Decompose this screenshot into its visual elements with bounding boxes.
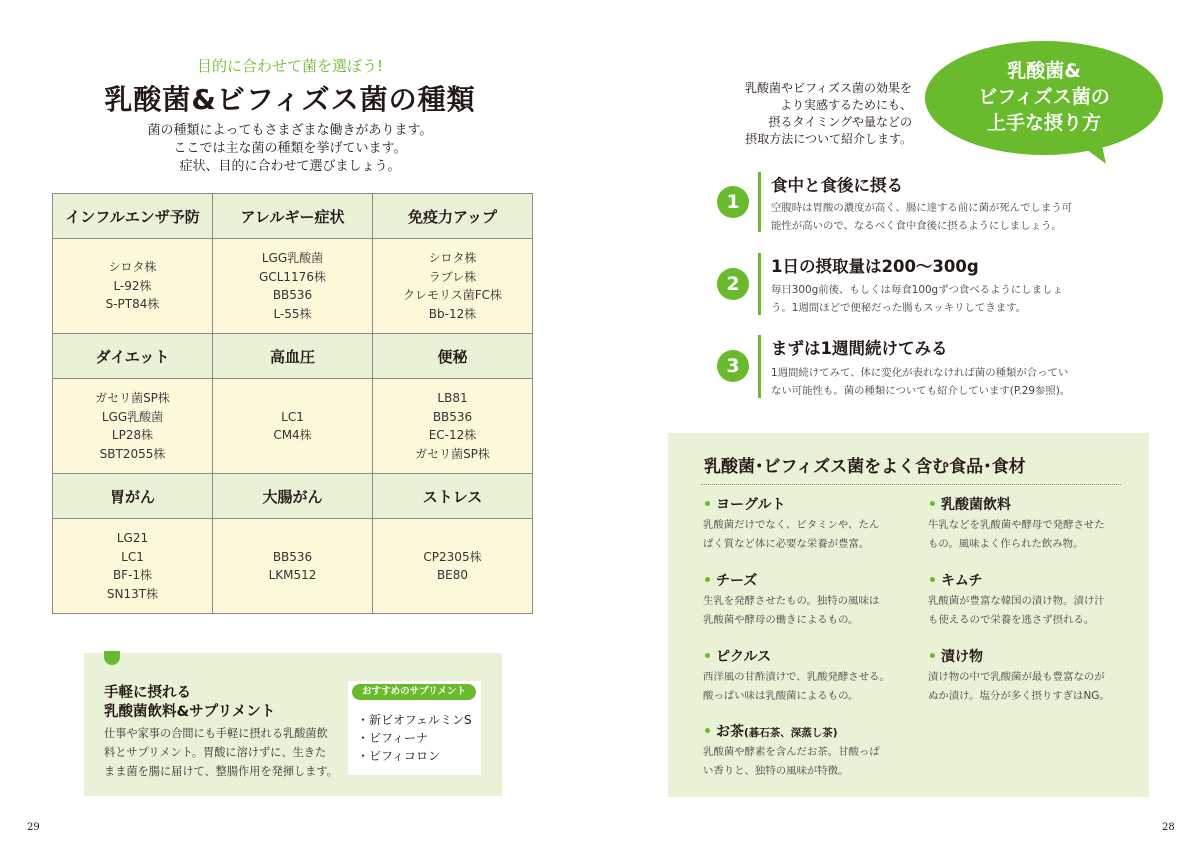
bullet-icon: • (703, 649, 712, 665)
step-text-line: 空腹時は胃酸の濃度が高く、腸に達する前に菌が死んでしまう可 (771, 202, 1073, 214)
strain-name: CP2305株 (423, 549, 482, 564)
step-text-line: 能性が高いので、なるべく食中食後に摂るようにしましょう。 (771, 220, 1062, 232)
page-number: 28 (1162, 822, 1175, 833)
step-number-badge: 3 (717, 350, 749, 382)
step-title: まずは1週間続けてみる (771, 339, 948, 358)
bubble-line: ビフィズス菌の (978, 86, 1110, 108)
food-label: お茶 (715, 724, 744, 740)
food-desc (928, 592, 1105, 630)
food-desc-line: ぬか漬け。塩分が多く摂りすぎはNG。 (928, 690, 1110, 702)
step-number-badge: 1 (717, 186, 749, 218)
intro-line: 乳酸菌やビフィズス菌の効果を (744, 81, 912, 95)
step-divider (758, 335, 761, 398)
table-cell (213, 519, 373, 614)
table-cell (53, 519, 213, 614)
supplement-text (104, 724, 340, 781)
supplement-text-line: 料とサプリメント。胃酸に溶けずに、生きた (104, 746, 327, 759)
strain-name: LG21 (116, 531, 149, 545)
table-cell (373, 519, 533, 614)
food-desc-line: 酸っぱい味は乳酸菌によるもの。 (703, 690, 859, 702)
intro-line: 菌の種類によってもさまざまな働きがあります。 (147, 123, 433, 138)
intro-text (80, 122, 500, 176)
food-desc-line: 漬け物の中で乳酸菌が最も豊富なのが (928, 671, 1105, 683)
table-header: 胃がん (53, 474, 213, 519)
strain-name: SBT2055株 (99, 446, 166, 461)
food-name (928, 494, 1011, 514)
table-cell (53, 379, 213, 474)
food-desc-line: 生乳を発酵させたもの。独特の風味は (703, 595, 880, 607)
bullet-icon: • (928, 649, 937, 665)
food-desc-line: 乳酸菌や酵母の働きによるもの。 (703, 614, 859, 626)
food-desc (928, 668, 1110, 706)
strain-name: BE80 (436, 568, 469, 582)
supplement-title (104, 684, 275, 722)
step-text (771, 364, 1070, 400)
food-label: 漬け物 (940, 649, 983, 665)
step-text (771, 281, 1063, 317)
strain-name: LGG乳酸菌 (261, 251, 324, 265)
strain-name: Bb-12株 (428, 306, 477, 321)
step-text-line: 毎日300g前後、もしくは毎食100gずつ食べるようにしましょ (771, 284, 1063, 296)
table-cell (213, 379, 373, 474)
strain-name: CM4株 (273, 428, 312, 442)
bullet-icon: • (928, 497, 937, 513)
strain-name: BB536 (272, 549, 313, 564)
strain-name: シロタ株 (428, 251, 477, 265)
intro-text (680, 80, 912, 148)
food-label: キムチ (940, 573, 983, 589)
page-number: 29 (27, 822, 40, 833)
table-header: ダイエット (53, 334, 213, 379)
table-header: 免疫力アップ (373, 194, 533, 239)
food-note: (碁石茶、深蒸し茶) (743, 727, 838, 739)
step-number-badge: 2 (717, 268, 749, 300)
page-title: 乳酸菌&ビフィズス菌の種類 (104, 83, 476, 116)
food-desc-line: い香りと、独特の風味が特徴。 (703, 765, 849, 777)
step-divider (758, 253, 761, 315)
table-header-row (53, 334, 533, 379)
step-text-line: ない可能性も。菌の種類についても紹介しています(P.29参照)。 (771, 385, 1071, 397)
food-desc-line: 乳酸菌や酵素を含んだお茶。甘酸っぱ (703, 746, 880, 758)
food-desc-line: ぱく質など体に必要な栄養が豊富。 (703, 538, 870, 550)
step-text-line: う。1週間ほどで便秘だった腸もスッキリしてきます。 (771, 302, 1027, 314)
strain-name: LP28株 (111, 428, 154, 442)
strain-name: EC-12株 (428, 428, 477, 442)
strain-name: BF-1株 (112, 568, 153, 582)
food-desc (703, 592, 879, 630)
table-row (53, 519, 533, 614)
intro-line: より実感するためにも、 (779, 98, 912, 112)
food-desc (928, 516, 1105, 554)
strain-name: LC1 (121, 549, 144, 564)
list-item: ・新ビオフェルミンS (357, 713, 472, 727)
bubble-line: 上手な摂り方 (986, 112, 1101, 134)
food-desc-line: も使えるので栄養を逃さず摂れる。 (928, 614, 1095, 626)
food-name (703, 494, 786, 514)
table-cell (53, 239, 213, 334)
food-label: 乳酸菌飲料 (940, 497, 1011, 513)
list-item: ・ビフィコロン (357, 749, 441, 763)
strain-name: L-55株 (273, 306, 312, 321)
bubble-line: 乳酸菌& (1007, 60, 1081, 82)
food-label: チーズ (715, 573, 758, 589)
table-header: 大腸がん (213, 474, 373, 519)
food-desc-line: 西洋風の甘酢漬けで、乳酸発酵させる。 (703, 671, 890, 683)
table-row (53, 379, 533, 474)
strain-name: クレモリス菌FC株 (402, 288, 503, 302)
table-cell (373, 379, 533, 474)
table-row (53, 239, 533, 334)
food-label: ヨーグルト (715, 497, 786, 513)
strain-name: LC1 (281, 409, 304, 424)
bullet-icon: • (703, 497, 712, 513)
step-title: 食中と食後に摂る (771, 176, 903, 195)
table-header: 高血圧 (213, 334, 373, 379)
strain-name: LB81 (437, 391, 468, 405)
supplement-text-line: まま菌を腸に届けて、整腸作用を発揮します。 (104, 765, 338, 778)
food-name (703, 570, 757, 590)
strain-name: シロタ株 (108, 260, 157, 275)
table-cell (373, 239, 533, 334)
food-desc-line: 乳酸菌だけでなく、ビタミンや、たん (703, 519, 880, 531)
step-title: 1日の摂取量は200〜300g (771, 257, 979, 276)
strain-name: ラブレ株 (428, 269, 477, 284)
section-subtitle: 目的に合わせて菌を選ぼう! (196, 57, 383, 75)
supplement-title-line: 乳酸菌飲料&サプリメント (104, 704, 276, 720)
strain-name: ガセリ菌SP株 (415, 446, 490, 461)
strain-name: BB536 (272, 288, 313, 302)
list-item: ・ビフィーナ (357, 731, 429, 745)
bacteria-table (52, 193, 533, 614)
bullet-icon: • (703, 724, 712, 740)
strain-name: S-PT84株 (105, 297, 160, 312)
food-desc (703, 668, 890, 706)
strain-name: BB536 (432, 409, 473, 424)
step-text-line: 1週間続けてみて、体に変化が表れなければ菌の種類が合ってい (771, 367, 1069, 379)
bubble-heading (938, 58, 1150, 136)
food-desc (703, 743, 880, 781)
food-name (928, 646, 983, 666)
food-desc-line: 乳酸菌が豊富な韓国の漬け物。漬け汁 (928, 595, 1105, 607)
food-name (928, 570, 983, 590)
intro-line: 症状、目的に合わせて選びましょう。 (179, 159, 401, 174)
supplement-text-line: 仕事や家事の合間にも手軽に摂れる乳酸菌飲 (104, 727, 328, 740)
supplement-list (357, 711, 472, 765)
step-divider (758, 172, 761, 232)
food-desc-line: 牛乳などを乳酸菌や酵母で発酵させた (928, 519, 1105, 531)
table-cell (213, 239, 373, 334)
table-header: インフルエンザ予防 (53, 194, 213, 239)
recommendation-badge: おすすめのサプリメント (352, 684, 476, 700)
table-header: 便秘 (373, 334, 533, 379)
bullet-icon: • (928, 573, 937, 589)
strain-name: SN13T株 (106, 586, 159, 601)
food-label: ピクルス (715, 649, 772, 665)
food-desc (703, 516, 879, 554)
food-desc-line: もの。風味よく作られた飲み物。 (928, 538, 1084, 550)
strain-name: LKM512 (268, 568, 317, 582)
strain-name: GCL1176株 (259, 269, 326, 284)
bullet-icon: • (703, 573, 712, 589)
intro-line: 摂取方法について紹介します。 (745, 132, 912, 146)
foods-title: 乳酸菌･ビフィズス菌をよく含む食品･食材 (704, 457, 1026, 477)
strain-name: ガセリ菌SP株 (95, 391, 170, 405)
supplement-title-line: 手軽に摂れる (104, 685, 191, 701)
strain-name: L-92株 (113, 278, 152, 293)
food-name (703, 646, 771, 666)
table-header: ストレス (373, 474, 533, 519)
strain-name: LGG乳酸菌 (101, 409, 164, 424)
intro-line: ここでは主な菌の種類を挙げています。 (173, 141, 407, 156)
foods-divider (701, 484, 1121, 485)
food-name (703, 721, 838, 741)
step-text (771, 199, 1072, 235)
table-header-row (53, 474, 533, 519)
intro-line: 摂るタイミングや量などの (768, 115, 912, 129)
table-header: アレルギー症状 (213, 194, 373, 239)
table-header-row (53, 194, 533, 239)
